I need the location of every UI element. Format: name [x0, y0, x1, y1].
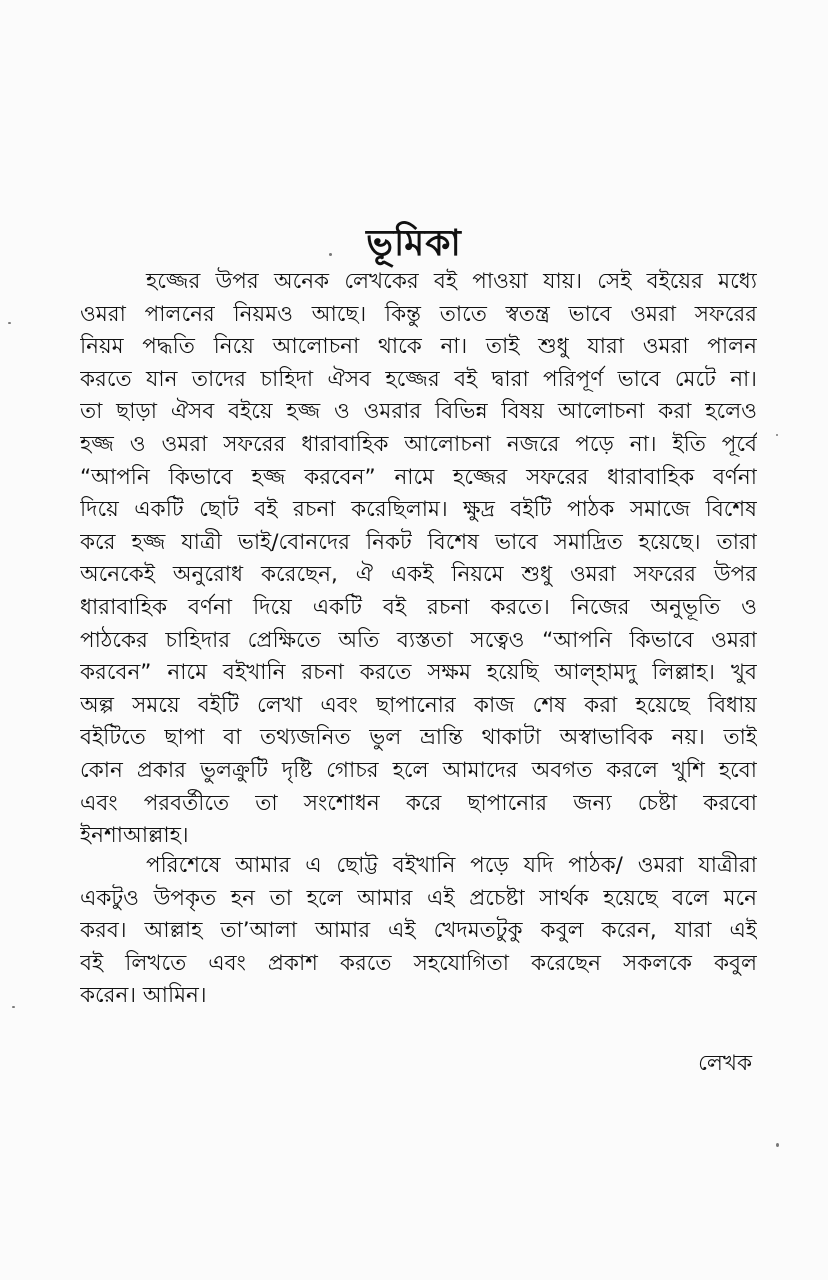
text-line: “আপনি কিভাবে হজ্জ করবেন” নামে হজ্জের সফরের ধারাবাহিক বর্ণনা: [80, 464, 757, 490]
text-line: ওমরা পালনের নিয়মও আছে। কিন্তু তাতে স্বতন্ত্র ভাবে ওমরা সফরের: [80, 301, 757, 327]
text-line: করব। আল্লাহ তা’আলা আমার এই খেদমতটুকু কবুল করেন, যারা এই: [80, 918, 757, 944]
text-line: কোন প্রকার ভুলক্রুটি দৃষ্টি গোচর হলে আমাদের অবগত করলে খুশি হবো: [80, 757, 757, 783]
text-line: দিয়ে একটি ছোট বই রচনা করেছিলাম। ক্ষুদ্র বইটি পাঠক সমাজে বিশেষ: [80, 497, 757, 523]
text-line: বইটিতে ছাপা বা তথ্যজনিত ভুল ভ্রান্তি থাকাটা অস্বাভাবিক নয়। তাই: [80, 725, 757, 751]
text-line: হজ্জ ও ওমরা সফরের ধারাবাহিক আলোচনা নজরে পড়ে না। ইতি পূর্বে: [80, 431, 757, 457]
page-title: ভূমিকা: [366, 223, 462, 264]
text-line: ধারাবাহিক বর্ণনা দিয়ে একটি বই রচনা করতে। নিজের অনুভূতি ও: [80, 594, 757, 620]
text-line: অল্প সময়ে বইটি লেখা এবং ছাপানোর কাজ শেষ করা হয়েছে বিধায়: [80, 692, 757, 718]
paragraph-1: [80, 266, 757, 853]
text-line: করেন। আমিন।: [80, 983, 207, 1009]
text-line: অনেকেই অনুরোধ করেছেন, ঐ একই নিয়মে শুধু ওমরা সফরের উপর: [80, 562, 757, 588]
text-line: করে হজ্জ যাত্রী ভাই/বোনদের নিকট বিশেষ ভাবে সমাদ্রিত হয়েছে। তারা: [80, 529, 757, 555]
text-line: করতে যান তাদের চাহিদা ঐসব হজ্জের বই দ্বারা পরিপূর্ণ ভাবে মেটে না।: [80, 366, 757, 392]
scan-speck: [8, 322, 11, 324]
scan-speck: [329, 253, 332, 256]
text-line: পাঠকের চাহিদার প্রেক্ষিতে অতি ব্যস্ততা সত্বেও “আপনি কিভাবে ওমরা: [80, 627, 757, 653]
text-line: নিয়ম পদ্ধতি নিয়ে আলোচনা থাকে না। তাই শুধু যারা ওমরা পালন: [80, 334, 757, 360]
author-signature: লেখক: [698, 1051, 752, 1076]
scan-speck: [776, 434, 778, 436]
text-line: করবেন” নামে বইখানি রচনা করতে সক্ষম হয়েছি আল্‌হামদু লিল্লাহ। খুব: [80, 660, 757, 686]
text-line: একটুও উপকৃত হন তা হলে আমার এই প্রচেষ্টা সার্থক হয়েছে বলে মনে: [80, 885, 757, 911]
text-line: হজ্জের উপর অনেক লেখকের বই পাওয়া যায়। সেই বইয়ের মধ্যে: [146, 269, 757, 294]
text-line: বই লিখতে এবং প্রকাশ করতে সহযোগিতা করেছেন সকলকে কবুল: [80, 950, 757, 976]
text-line: এবং পরবর্তীতে তা সংশোধন করে ছাপানোর জন্য চেষ্টা করবো: [80, 790, 757, 816]
scan-speck: [776, 1143, 779, 1147]
text-line: পরিশেষে আমার এ ছোট্ট বইখানি পড়ে যদি পাঠক/ ওমরা যাত্রীরা: [146, 853, 757, 878]
text-line: ইনশাআল্লাহ।: [80, 823, 189, 849]
scan-speck: [12, 1006, 15, 1008]
paragraph-2: [80, 850, 757, 1013]
text-line: তা ছাড়া ঐসব বইয়ে হজ্জ ও ওমরার বিভিন্ন বিষয় আলোচনা করা হলেও: [80, 399, 757, 425]
